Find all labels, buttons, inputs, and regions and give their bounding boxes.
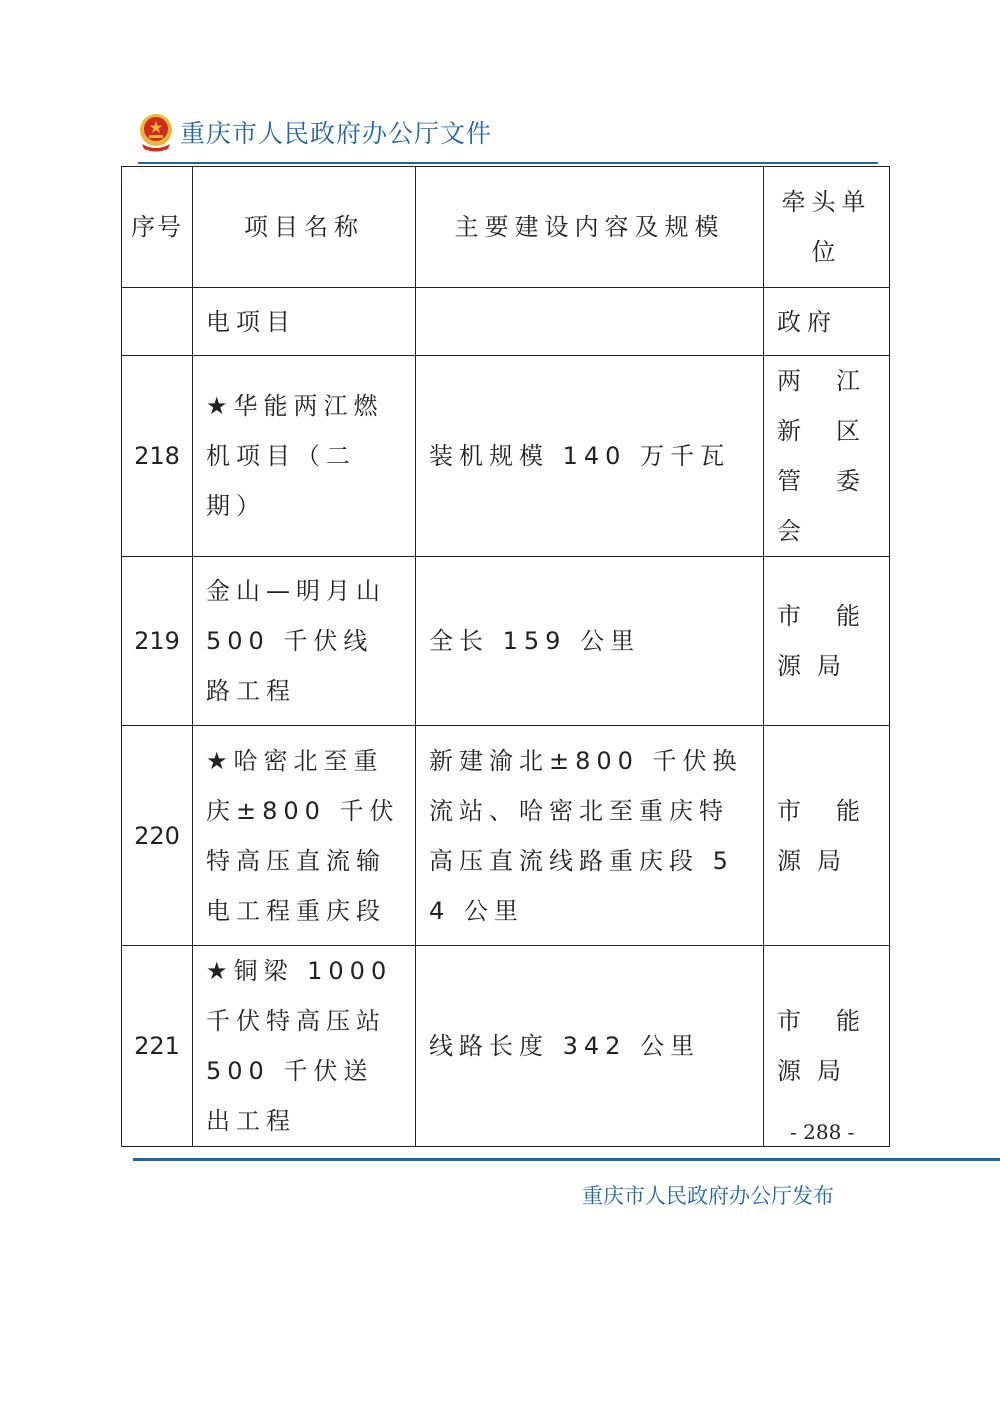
header-name: 项目名称 — [193, 167, 416, 288]
page-number: - 288 - — [790, 1120, 855, 1144]
table-header-row — [122, 167, 890, 288]
row-name: 金山—明月山 500 千伏线路工程 — [193, 557, 416, 726]
row-content — [416, 288, 764, 356]
table-row — [122, 557, 890, 726]
row-dept: 市能源局 — [764, 557, 890, 726]
row-content: 线路长度 342 公里 — [416, 946, 764, 1147]
header-divider — [138, 162, 878, 164]
row-content: 新建渝北±800 千伏换流站、哈密北至重庆特高压直流线路重庆段 54 公里 — [416, 726, 764, 946]
row-dept: 两江新区管委会 — [764, 356, 890, 557]
table-row — [122, 288, 890, 356]
header-title: 重庆市人民政府办公厅文件 — [180, 119, 493, 148]
table-row — [122, 946, 890, 1147]
row-name: 电项目 — [193, 288, 416, 356]
row-dept: 市能源局 — [764, 726, 890, 946]
header-dept: 牵头单位 — [764, 167, 890, 288]
row-name: ★华能两江燃机项目（二期） — [193, 356, 416, 557]
table-row — [122, 726, 890, 946]
header-index: 序号 — [122, 167, 193, 288]
footer-publisher: 重庆市人民政府办公厅发布 — [582, 1184, 834, 1208]
row-index: 218 — [122, 356, 193, 557]
row-dept: 政府 — [764, 288, 890, 356]
row-index: 220 — [122, 726, 193, 946]
row-content: 装机规模 140 万千瓦 — [416, 356, 764, 557]
document-header — [138, 112, 492, 152]
row-index — [122, 288, 193, 356]
row-content: 全长 159 公里 — [416, 557, 764, 726]
national-emblem-icon — [138, 112, 174, 152]
row-index: 221 — [122, 946, 193, 1147]
header-content: 主要建设内容及规模 — [416, 167, 764, 288]
footer-divider — [133, 1158, 1000, 1161]
row-index: 219 — [122, 557, 193, 726]
row-dept: 市能源局 — [764, 946, 890, 1147]
project-table — [121, 166, 890, 1147]
row-name: ★铜梁 1000 千伏特高压站 500 千伏送出工程 — [193, 946, 416, 1147]
row-name: ★哈密北至重庆±800 千伏特高压直流输电工程重庆段 — [193, 726, 416, 946]
table-row — [122, 356, 890, 557]
